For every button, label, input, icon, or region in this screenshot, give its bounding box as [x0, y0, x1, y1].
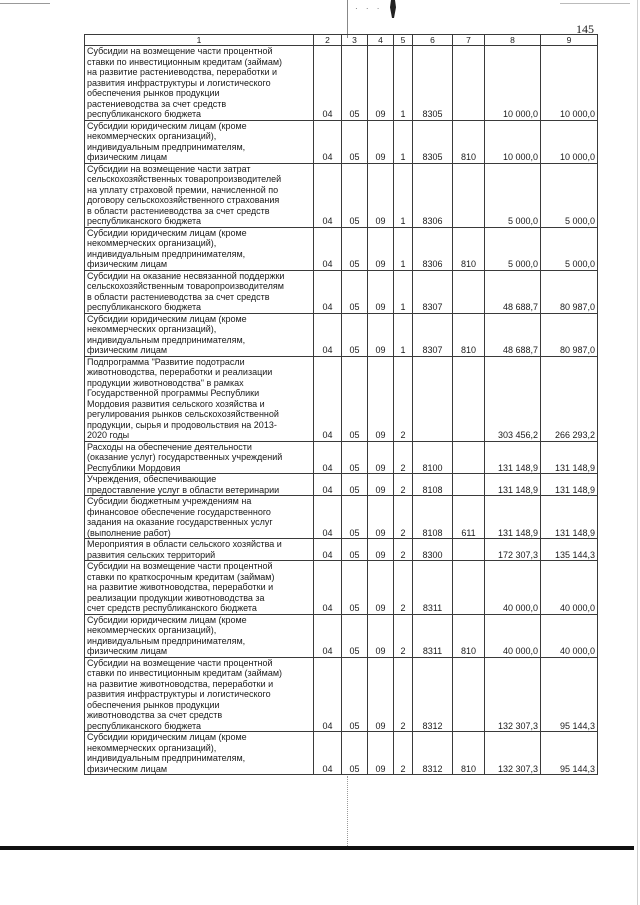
subprogram-code: 2: [394, 561, 413, 615]
description-line: договору сельскохозяйственного страхования: [87, 195, 280, 205]
row-description: [85, 614, 314, 657]
description-line: Субсидии на возмещение части процентной: [87, 561, 273, 571]
description-line: продукции, сырья и продовольствия на 2013-: [87, 419, 277, 430]
expense-type-code: [453, 270, 485, 313]
item-code: 8108: [413, 496, 453, 539]
row-description: [85, 163, 314, 227]
subsection-code: 05: [342, 614, 368, 657]
table-row: [85, 496, 598, 539]
table-row: [85, 539, 598, 561]
table-row: [85, 120, 598, 163]
description-line: Субсидии юридическим лицам (кроме: [87, 120, 247, 131]
description-line: индивидуальным предпринимателям,: [87, 248, 246, 259]
col-header: 8: [485, 35, 541, 46]
expense-type-code: [453, 474, 485, 496]
description-line: счет средств республиканского бюджета: [87, 603, 257, 613]
col-header: 5: [394, 35, 413, 46]
amount-year-1: 10 000,0: [485, 46, 541, 121]
amount-year-1: 48 688,7: [485, 313, 541, 356]
program-code: 09: [368, 657, 394, 732]
description-line: некоммерческих организаций),: [87, 131, 217, 141]
amount-year-2: 10 000,0: [541, 46, 598, 121]
program-code: 09: [368, 46, 394, 121]
description-line: некоммерческих организаций),: [87, 742, 217, 753]
program-code: 09: [368, 496, 394, 539]
col-header: 6: [413, 35, 453, 46]
description-line: Субсидии бюджетным учреждениям на: [87, 496, 252, 506]
subprogram-code: 1: [394, 46, 413, 121]
item-code: 8100: [413, 441, 453, 474]
amount-year-1: 132 307,3: [485, 657, 541, 732]
budget-table: [84, 34, 598, 775]
description-line: (выполнение работ): [87, 527, 171, 538]
staple-mark: [388, 0, 398, 18]
subsection-code: 05: [342, 227, 368, 270]
table-row: [85, 474, 598, 496]
subsection-code: 05: [342, 356, 368, 441]
table-row: [85, 441, 598, 474]
item-code: 8311: [413, 561, 453, 615]
subprogram-code: 2: [394, 441, 413, 474]
description-line: республиканского бюджета: [87, 720, 201, 731]
amount-year-2: 131 148,9: [541, 474, 598, 496]
amount-year-1: 48 688,7: [485, 270, 541, 313]
description-line: обеспечения рынков продукции: [87, 699, 220, 710]
subsection-code: 05: [342, 270, 368, 313]
expense-type-code: 810: [453, 227, 485, 270]
description-line: на развитие растениеводства, переработки и: [87, 67, 278, 77]
item-code: 8305: [413, 120, 453, 163]
program-code: 09: [368, 270, 394, 313]
description-line: ставки по инвестиционным кредитам (займам): [87, 668, 283, 678]
description-line: на развитие животноводства, переработки и: [87, 678, 274, 689]
description-line: Субсидии на возмещение части процентной: [87, 657, 273, 668]
description-line: ставки по инвестиционным кредитам (займам): [87, 56, 283, 67]
item-code: 8307: [413, 313, 453, 356]
subsection-code: 05: [342, 163, 368, 227]
description-line: финансовое обеспечение государственного: [87, 506, 271, 517]
row-description: [85, 120, 314, 163]
header-row: [85, 35, 598, 46]
fold-line: [347, 0, 348, 38]
program-code: 09: [368, 474, 394, 496]
description-line: некоммерческих организаций),: [87, 238, 217, 248]
description-line: Учреждения, обеспечивающие: [87, 474, 217, 484]
amount-year-1: 40 000,0: [485, 614, 541, 657]
row-description: [85, 496, 314, 539]
description-line: Субсидии юридическим лицам (кроме: [87, 313, 247, 324]
subprogram-code: 1: [394, 270, 413, 313]
subsection-code: 05: [342, 657, 368, 732]
program-code: 09: [368, 120, 394, 163]
table-row: [85, 227, 598, 270]
description-line: Расходы на обеспечение деятельности: [87, 441, 252, 452]
table-row: [85, 732, 598, 775]
description-line: сельскохозяйственных товаропроизводителей: [87, 174, 282, 184]
description-line: Субсидии юридическим лицам (кроме: [87, 732, 247, 742]
section-code: 04: [314, 120, 342, 163]
col-header: 7: [453, 35, 485, 46]
expense-type-code: 810: [453, 614, 485, 657]
description-line: Подпрограмма "Развитие подотрасли: [87, 356, 245, 367]
section-code: 04: [314, 270, 342, 313]
row-description: [85, 356, 314, 441]
subsection-code: 05: [342, 496, 368, 539]
scan-edge-line: [0, 3, 50, 4]
description-line: физическим лицам: [87, 763, 168, 774]
subprogram-code: 2: [394, 356, 413, 441]
subprogram-code: 2: [394, 539, 413, 561]
item-code: 8306: [413, 163, 453, 227]
subprogram-code: 2: [394, 732, 413, 775]
row-description: [85, 657, 314, 732]
item-code: 8307: [413, 270, 453, 313]
program-code: 09: [368, 356, 394, 441]
scan-bottom-edge: [0, 846, 634, 850]
col-header: 2: [314, 35, 342, 46]
description-line: реализации продукции животноводства за: [87, 592, 265, 603]
row-description: [85, 732, 314, 775]
description-line: Мордовия развития сельского хозяйства и: [87, 398, 265, 409]
subsection-code: 05: [342, 120, 368, 163]
subprogram-code: 2: [394, 496, 413, 539]
expense-type-code: [453, 163, 485, 227]
description-line: Субсидии юридическим лицам (кроме: [87, 227, 247, 238]
section-code: 04: [314, 657, 342, 732]
amount-year-1: 40 000,0: [485, 561, 541, 615]
description-line: растениеводства за счет средств: [87, 98, 227, 109]
amount-year-2: 80 987,0: [541, 313, 598, 356]
subprogram-code: 1: [394, 163, 413, 227]
col-header: 1: [85, 35, 314, 46]
row-description: [85, 474, 314, 496]
page-number: 145: [576, 22, 594, 36]
description-line: ставки по краткосрочным кредитам (займам): [87, 571, 275, 582]
subprogram-code: 1: [394, 227, 413, 270]
amount-year-2: 40 000,0: [541, 561, 598, 615]
col-header: 4: [368, 35, 394, 46]
description-line: физическим лицам: [87, 646, 168, 656]
expense-type-code: 810: [453, 120, 485, 163]
amount-year-1: 5 000,0: [485, 163, 541, 227]
program-code: 09: [368, 732, 394, 775]
description-line: Государственной программы Республики: [87, 388, 260, 398]
subsection-code: 05: [342, 313, 368, 356]
description-line: развития сельских территорий: [87, 549, 216, 560]
amount-year-1: 172 307,3: [485, 539, 541, 561]
row-description: [85, 270, 314, 313]
description-line: на уплату страховой премии, начисленной по: [87, 184, 279, 195]
item-code: 8300: [413, 539, 453, 561]
item-code: 8305: [413, 46, 453, 121]
row-description: [85, 561, 314, 615]
table-row: [85, 270, 598, 313]
subsection-code: 05: [342, 441, 368, 474]
row-description: [85, 441, 314, 474]
amount-year-1: 131 148,9: [485, 441, 541, 474]
description-line: регулирования рынков сельскохозяйственной: [87, 409, 279, 419]
expense-type-code: [453, 356, 485, 441]
amount-year-2: 5 000,0: [541, 163, 598, 227]
item-code: [413, 356, 453, 441]
description-line: на развитие животноводства, переработки и: [87, 582, 274, 592]
description-line: Субсидии на возмещение части затрат: [87, 163, 251, 174]
subprogram-code: 2: [394, 614, 413, 657]
subprogram-code: 1: [394, 120, 413, 163]
table-row: [85, 657, 598, 732]
table-row: [85, 313, 598, 356]
program-code: 09: [368, 313, 394, 356]
row-description: [85, 539, 314, 561]
subprogram-code: 2: [394, 474, 413, 496]
section-code: 04: [314, 474, 342, 496]
expense-type-code: 810: [453, 732, 485, 775]
amount-year-1: 303 456,2: [485, 356, 541, 441]
table-row: [85, 561, 598, 615]
amount-year-2: 95 144,3: [541, 657, 598, 732]
section-code: 04: [314, 539, 342, 561]
amount-year-1: 131 148,9: [485, 496, 541, 539]
description-line: Республики Мордовия: [87, 462, 181, 473]
amount-year-2: 5 000,0: [541, 227, 598, 270]
fold-line: [347, 776, 348, 846]
description-line: республиканского бюджета: [87, 302, 201, 312]
amount-year-1: 131 148,9: [485, 474, 541, 496]
table-row: [85, 614, 598, 657]
description-line: республиканского бюджета: [87, 216, 201, 226]
expense-type-code: [453, 657, 485, 732]
program-code: 09: [368, 561, 394, 615]
table-row: [85, 356, 598, 441]
item-code: 8311: [413, 614, 453, 657]
expense-type-code: 611: [453, 496, 485, 539]
table-row: [85, 46, 598, 121]
section-code: 04: [314, 561, 342, 615]
description-line: физическим лицам: [87, 259, 168, 269]
program-code: 09: [368, 163, 394, 227]
amount-year-2: 95 144,3: [541, 732, 598, 775]
program-code: 09: [368, 614, 394, 657]
subprogram-code: 1: [394, 313, 413, 356]
table-row: [85, 163, 598, 227]
amount-year-2: 10 000,0: [541, 120, 598, 163]
section-code: 04: [314, 313, 342, 356]
amount-year-2: 80 987,0: [541, 270, 598, 313]
description-line: Субсидии на оказание несвязанной поддержки: [87, 270, 285, 281]
amount-year-2: 131 148,9: [541, 441, 598, 474]
amount-year-1: 132 307,3: [485, 732, 541, 775]
description-line: Мероприятия в области сельского хозяйства и: [87, 539, 282, 549]
description-line: продукции животноводства" в рамках: [87, 377, 244, 388]
scan-edge-line: [560, 3, 630, 4]
program-code: 09: [368, 441, 394, 474]
description-line: (оказание услуг) государственных учреждений: [87, 452, 283, 462]
program-code: 09: [368, 539, 394, 561]
section-code: 04: [314, 732, 342, 775]
expense-type-code: [453, 539, 485, 561]
item-code: 8108: [413, 474, 453, 496]
subsection-code: 05: [342, 474, 368, 496]
description-line: Субсидии на возмещение части процентной: [87, 46, 273, 56]
item-code: 8312: [413, 657, 453, 732]
subsection-code: 05: [342, 46, 368, 121]
description-line: физическим лицам: [87, 152, 168, 162]
description-line: в области растениеводства за счет средств: [87, 291, 270, 302]
section-code: 04: [314, 356, 342, 441]
expense-type-code: [453, 441, 485, 474]
item-code: 8306: [413, 227, 453, 270]
subsection-code: 05: [342, 732, 368, 775]
subsection-code: 05: [342, 539, 368, 561]
description-line: некоммерческих организаций),: [87, 324, 217, 334]
description-line: индивидуальным предпринимателям,: [87, 635, 246, 646]
col-header: 9: [541, 35, 598, 46]
description-line: предоставление услуг в области ветеринарии: [87, 484, 280, 495]
description-line: индивидуальным предпринимателям,: [87, 141, 246, 152]
description-line: республиканского бюджета: [87, 109, 201, 119]
description-line: индивидуальным предпринимателям,: [87, 334, 246, 345]
amount-year-1: 5 000,0: [485, 227, 541, 270]
amount-year-2: 40 000,0: [541, 614, 598, 657]
section-code: 04: [314, 163, 342, 227]
section-code: 04: [314, 496, 342, 539]
expense-type-code: [453, 561, 485, 615]
section-code: 04: [314, 46, 342, 121]
section-code: 04: [314, 441, 342, 474]
description-line: развития инфраструктуры и логистического: [87, 77, 271, 88]
scan-artifact: · · ·: [355, 4, 383, 13]
row-description: [85, 227, 314, 270]
description-line: развития инфраструктуры и логистического: [87, 689, 271, 699]
description-line: 2020 годы: [87, 430, 130, 440]
amount-year-2: 266 293,2: [541, 356, 598, 441]
amount-year-2: 131 148,9: [541, 496, 598, 539]
row-description: [85, 313, 314, 356]
description-line: в области растениеводства за счет средств: [87, 205, 270, 216]
description-line: физическим лицам: [87, 345, 168, 355]
amount-year-2: 135 144,3: [541, 539, 598, 561]
description-line: сельскохозяйственным товаропроизводителям: [87, 281, 284, 291]
description-line: обеспечения рынков продукции: [87, 88, 220, 98]
subprogram-code: 2: [394, 657, 413, 732]
description-line: животноводства, переработки и реализации: [87, 367, 273, 377]
item-code: 8312: [413, 732, 453, 775]
program-code: 09: [368, 227, 394, 270]
expense-type-code: 810: [453, 313, 485, 356]
description-line: некоммерческих организаций),: [87, 625, 217, 635]
description-line: индивидуальным предпринимателям,: [87, 753, 246, 763]
description-line: животноводства за счет средств: [87, 710, 223, 720]
description-line: задания на оказание государственных услуг: [87, 517, 273, 527]
subsection-code: 05: [342, 561, 368, 615]
scan-right-edge: [637, 0, 638, 905]
col-header: 3: [342, 35, 368, 46]
section-code: 04: [314, 614, 342, 657]
row-description: [85, 46, 314, 121]
expense-type-code: [453, 46, 485, 121]
description-line: Субсидии юридическим лицам (кроме: [87, 614, 247, 625]
amount-year-1: 10 000,0: [485, 120, 541, 163]
section-code: 04: [314, 227, 342, 270]
